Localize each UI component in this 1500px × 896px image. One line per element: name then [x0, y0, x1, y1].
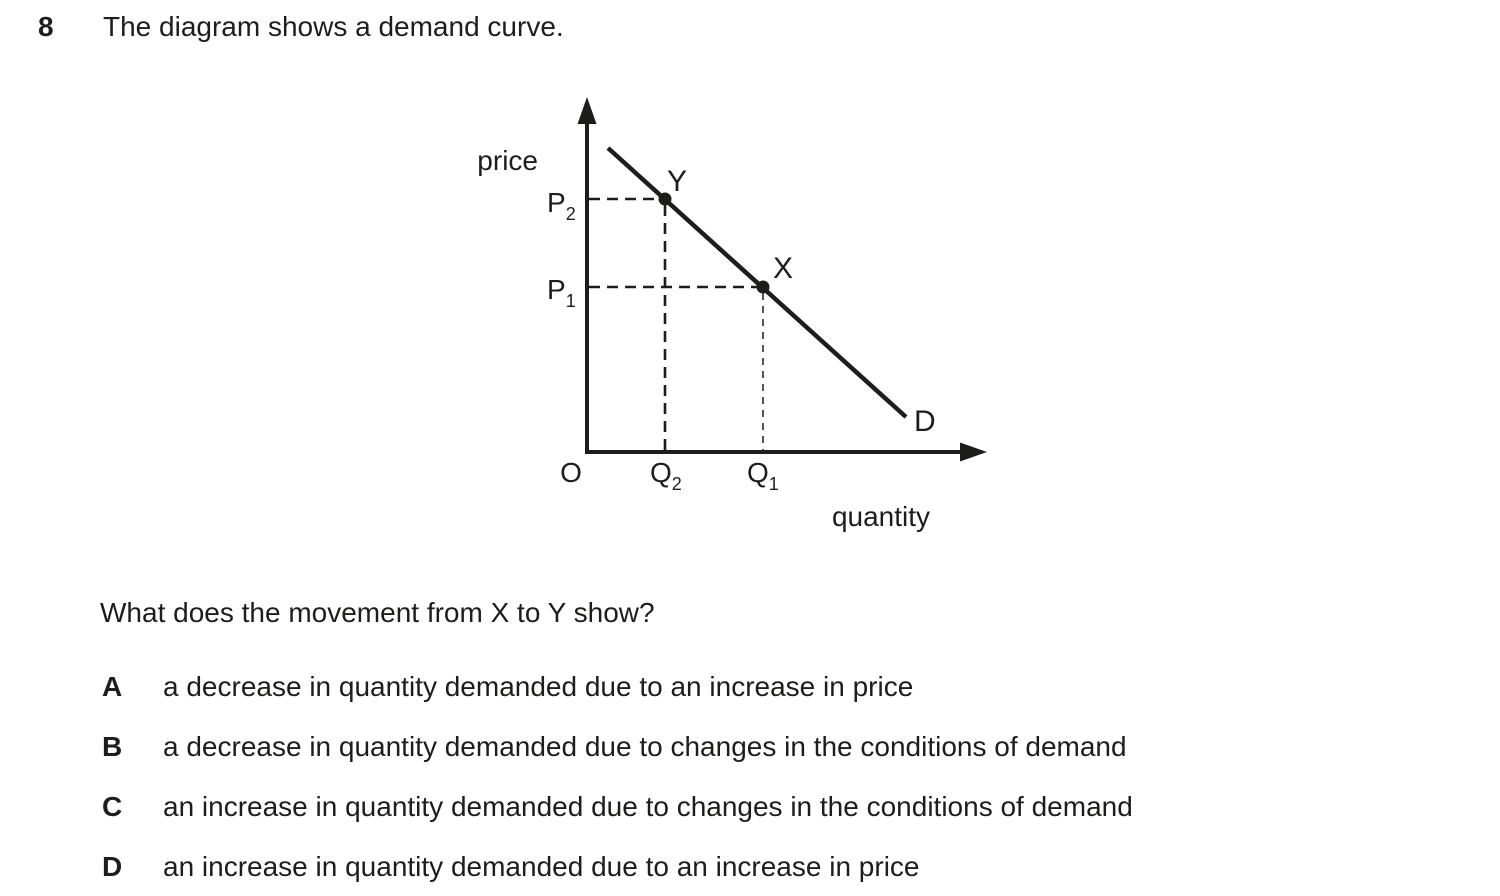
- guide-lines: [589, 199, 763, 450]
- x-axis-label: quantity: [831, 501, 931, 532]
- question-intro: The diagram shows a demand curve.: [103, 11, 564, 42]
- q2-label: $Q_2$: [650, 457, 682, 494]
- option-c-text: an increase in quantity demanded due to changes in the conditions of demand: [163, 791, 1133, 822]
- option-b-letter: B: [102, 731, 123, 762]
- axes: [585, 118, 963, 453]
- question-prompt: What does the movement from X to Y show?: [100, 597, 655, 628]
- p1-label: $P_1$: [547, 274, 576, 311]
- x-axis-arrow-icon: [960, 443, 987, 462]
- question-number: 8: [38, 11, 54, 42]
- point-x-label: X: [773, 252, 794, 285]
- point-x-marker: [757, 281, 770, 294]
- origin-label: O: [560, 457, 582, 488]
- option-a-letter: A: [102, 671, 123, 702]
- demand-curve-label: D: [914, 405, 936, 438]
- option-b-text: a decrease in quantity demanded due to changes in the conditions of demand: [163, 731, 1127, 762]
- option-d-text: an increase in quantity demanded due to an increase in price: [163, 851, 920, 882]
- q1-label: $Q_1$: [747, 457, 779, 494]
- p2-label: $P_2$: [547, 187, 576, 224]
- demand-curve: [608, 148, 906, 417]
- y-axis-arrow-icon: [578, 97, 597, 124]
- y-axis-label: price: [477, 145, 538, 176]
- option-c-letter: C: [102, 791, 123, 822]
- point-y-label: Y: [667, 165, 688, 198]
- option-a-text: a decrease in quantity demanded due to an increase in price: [163, 671, 914, 702]
- option-d-letter: D: [102, 851, 123, 882]
